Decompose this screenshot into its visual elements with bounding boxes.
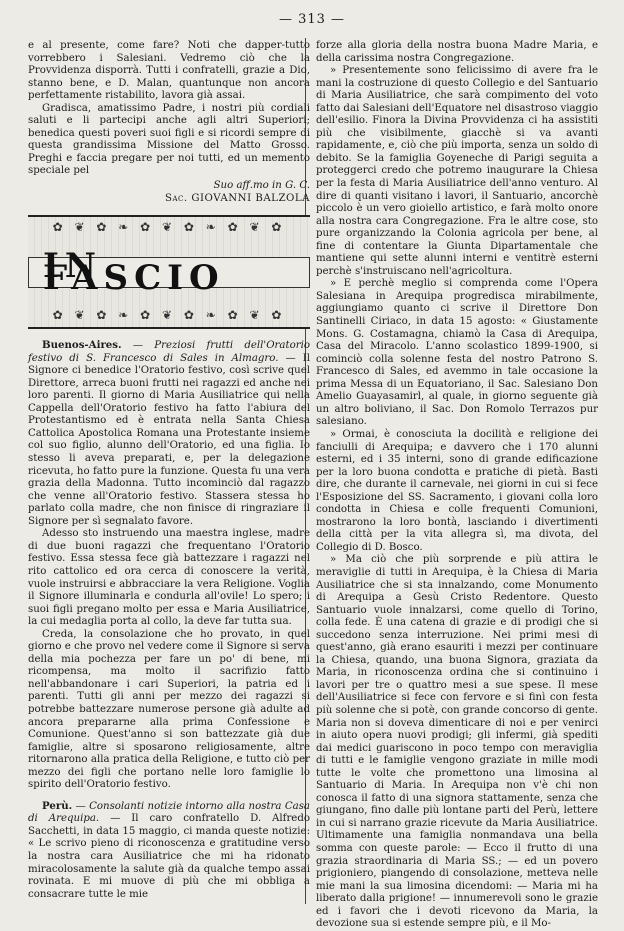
paragraph: e al presente, come fare? Noti che dapper-tutto vorrebbero i Salesiani. Vedremo ciò che la Provvidenza disporrà. Tutti i confratelli, grazie a Dio, stanno bene, e D. Malan, quantunque non ancora perfettamente ristabilito, lavora già assai.: [28, 40, 310, 102]
paragraph: forze alla gloria della nostra buona Madre Maria, e della carissima nostra Congregazione.: [316, 40, 598, 64]
paragraph: » Ma ciò che più sorprende e più attira le meraviglie di tutti in Arequipa, è la Chiesa di Maria Ausiliatrice che si sta innalzando, come Monumento di Arequipa a Gesù Cristo Redentore. Questo Santuario vuole innalzarsi, come quello di Torino, colla fede. È una catena di grazie e di prodigi che si succedono senza interruzione. Nei primi mesi di quest'anno, già erano esauriti i mezzi per continuare la Chiesa, quando, una buona Signora, graziata da Maria, in riconoscenza ordina che si continuino i lavori per tre o quattro mesi a sue spese. Il mese dell'Ausiliatrice si fece con fervore e si finì con festa più solenne che si potè, con grande concorso di gente. Maria non si doveva dimenticare di noi e per venirci in aiuto opera nuovi prodigi; gli infermi, già spediti dai medici guariscono in poco tempo con meraviglia di tutti e le famiglie vengono graziate in mille modi tutte le volte che promettono una limosina al Santuario di Maria. In Arequipa non v'è chi non conosca il fatto di una signora stattamente, senza che giungano, fino dalle più lontane parti del Perù, lettere in cui si narrano grazie ricevute da Maria Ausiliatrice. Ultimamente una famiglia nonmandava una bella somma con queste parole: — Ecco il frutto di una grazia straordinaria di Maria SS.; — ed un povero prigioniero, piangendo di consolazione, metteva nelle mie mani la sua limosina dicendomi: — Maria mi ha liberato dalla prigione! — innumerevoli sono le grazie ed i favori che i devoti ricevono da Maria, la devozione sua si estende sempre più, e il Mo-: [316, 554, 598, 930]
paragraph: » E perchè meglio si comprenda come l'Opera Salesiana in Arequipa progredisca mirabilmente, aggiungiamo quanto ci scrive il Direttore Don Santinelli Ciriaco, in data 15 agosto: « Giustamente Mons. G. Costamagna, chiamò la Casa di Arequipa, Casa del Miracolo. L'anno scolastico 1899-1900, si cominciò colla solenne festa del nostro Patrono S. Francesco di Sales, ed avemmo in tale occasione la prima Messa di un Equatoriano, il Sac. Salesiano Don Amelio Guayasamirl, al quale, in giorno seguente già un altro boliviano, il Sac. Don Romolo Terrazos pur salesiano.: [316, 278, 598, 428]
ornament-border-bottom: ✿ ❦ ✿ ❧ ✿ ❦ ✿ ❧ ✿ ❦ ✿: [52, 309, 286, 323]
signature-closing: Suo aff.mo in G. C.: [213, 180, 310, 192]
place-heading: Perù.: [42, 799, 73, 812]
item-subtitle: — Preziosi frutti dell'Oratorio festivo di S. Francesco di Sales in Almagro.: [28, 340, 310, 364]
paragraph: » Ormai, è conosciuta la docilità e religione dei fanciulli di Arequipa; e davvero che i 170 alunni esterni, ed i 35 interni, sono di grande edificazione per la loro buona condotta e pratiche di pietà. Basti dire, che durante il carnevale, nei giorni in cui si fece l'Esposizione del SS. Sacramento, i giovani colla loro condotta in Chiesa e colle frequenti Comunioni, mostrarono la loro bontà, lasciando i divertimenti della città per la vita allegra sì, ma divota, del Collegio di D. Bosco.: [316, 428, 598, 553]
signature-name: Sac. GIOVANNI BALZOLA: [165, 192, 310, 204]
left-column: [28, 40, 310, 901]
news-item-peru: [28, 800, 310, 901]
paragraph: Adesso sto instruendo una maestra inglese, madre di due buoni ragazzi che frequentano l'Oratorio festivo. Essa stessa fece già battezzare i ragazzi nel rito cattolico ed ora cerca di conoscere la verità, vuole instruirsi e abbracciare la vera Religione. Voglia il Signore illuminarla e condurla all'ovile! Lo spero; i suoi figli pregano molto per essa e Maria Ausiliatrice, la cui medaglia porta al collo, la deve far tutta sua.: [28, 528, 310, 628]
page-number: — 313 —: [278, 12, 346, 27]
paragraph: Gradisca, amatissimo Padre, i nostri più cordiali saluti e li partecipi anche agli altri Superiori; benedica questi poveri suoi figli e si ricordi sempre di questa grandissima Missione del Matto Grosso. Preghi e faccia pregare per noi tutti, ed un memento speciale pel: [28, 102, 310, 177]
item-body: — Il caro confratello D. Alfredo Sacchetti, in data 15 maggio, ci manda queste notizie: « Le scrivo pieno di riconoscenza e gratitudine verso la nostra cara Ausiliatrice che mi ha ridonato miracolosamente la salute già da qualche tempo assai rovinata. E mi muove di più che mi obbliga a consacrare tutte le mie: [28, 813, 310, 900]
paragraph: Creda, la consolazione che ho provato, in quel giorno e che provo nel vedere come il Signore si serva della mia pochezza per fare un po' di bene, mi ricompensa, ma molto il sacrifizio fatto nell'abbandonare i cari Superiori, la patria ed i parenti. Tutti gli anni per mezzo dei ragazzi si potrebbe battezzare numerose persone già adulte ad ancora prepararne alla prima Confessione e Comunione. Quest'anno si son battezzate già due famiglie, altre si sposarono religiosamente, altre ritornarono alla pratica della Religione, e tutto ciò per mezzo dei figli che portano nelle loro famiglie lo spirito dell'Oratorio festivo.: [28, 628, 310, 791]
section-banner: [28, 215, 310, 329]
right-column: [316, 40, 598, 931]
paragraph: » Presentemente sono felicissimo di avere fra le mani la costruzione di questo Collegio e del Santuario di Maria Ausiliatrice, che sarà compimento del voto fatto dai Salesiani dell'Equatore nel disastroso viaggio dell'esilio. Finora la Divina Provvidenza ci ha assistiti più che visibilmente, giacchè si va avanti rapidamente, e, ciò che più importa, senza un soldo di debito. Se la famiglia Goyeneche di Parigi seguita a proteggerci credo che potremo inaugurare la Chiesa per la festa di Maria Ausiliatrice dell'anno venturo. Al dire di quanti visitano i lavori, il Santuario, ancorchè piccolo è un vero gioiello artistico, e farà molto onore alla nostra cara Congregazione. Fra le altre cose, sto pure organizzando la Colonia agricola per bene, al fine di contentare la Giunta Dipartamentale che mantiene qui sette alunni interni e ventitrè esterni perchè s'instruiscano nell'agricoltura.: [316, 65, 598, 277]
section-title: IN FASCIO: [28, 257, 310, 288]
news-item-buenos-aires: [28, 339, 310, 528]
ornament-border-top: ✿ ❦ ✿ ❧ ✿ ❦ ✿ ❧ ✿ ❦ ✿: [52, 221, 286, 235]
item-body: — Il Signore ci benedice l'Oratorio festivo, così scrive quel Direttore, arreca buoni frutti nei ragazzi ed anche nei loro parenti. Il giorno di Maria Ausiliatrice qui nella Cappella dell'Oratorio festivo ha fatto l'abiura del Protestantismo ed è entrata nella Santa Chiesa Cattolica Apostolica Romana una Protestante insieme col suo figlio, alunno dell'Oratorio, ed una figlia. Io stesso li aveva preparati, e, per la delegazione ricevuta, ho fatto pure la funzione. Questa fu una vera grazia della Madonna. Tutto incominciò dal ragazzo che venne all'Oratorio festivo. Stassera stessa ho parlato colla madre, che non finisce di ringraziare il Signore per sì segnalato favore.: [28, 352, 311, 527]
place-heading: Buenos-Aires.: [42, 339, 122, 352]
item-subtitle: — Consolanti notizie intorno alla nostra Casa di Arequipa.: [28, 800, 310, 825]
